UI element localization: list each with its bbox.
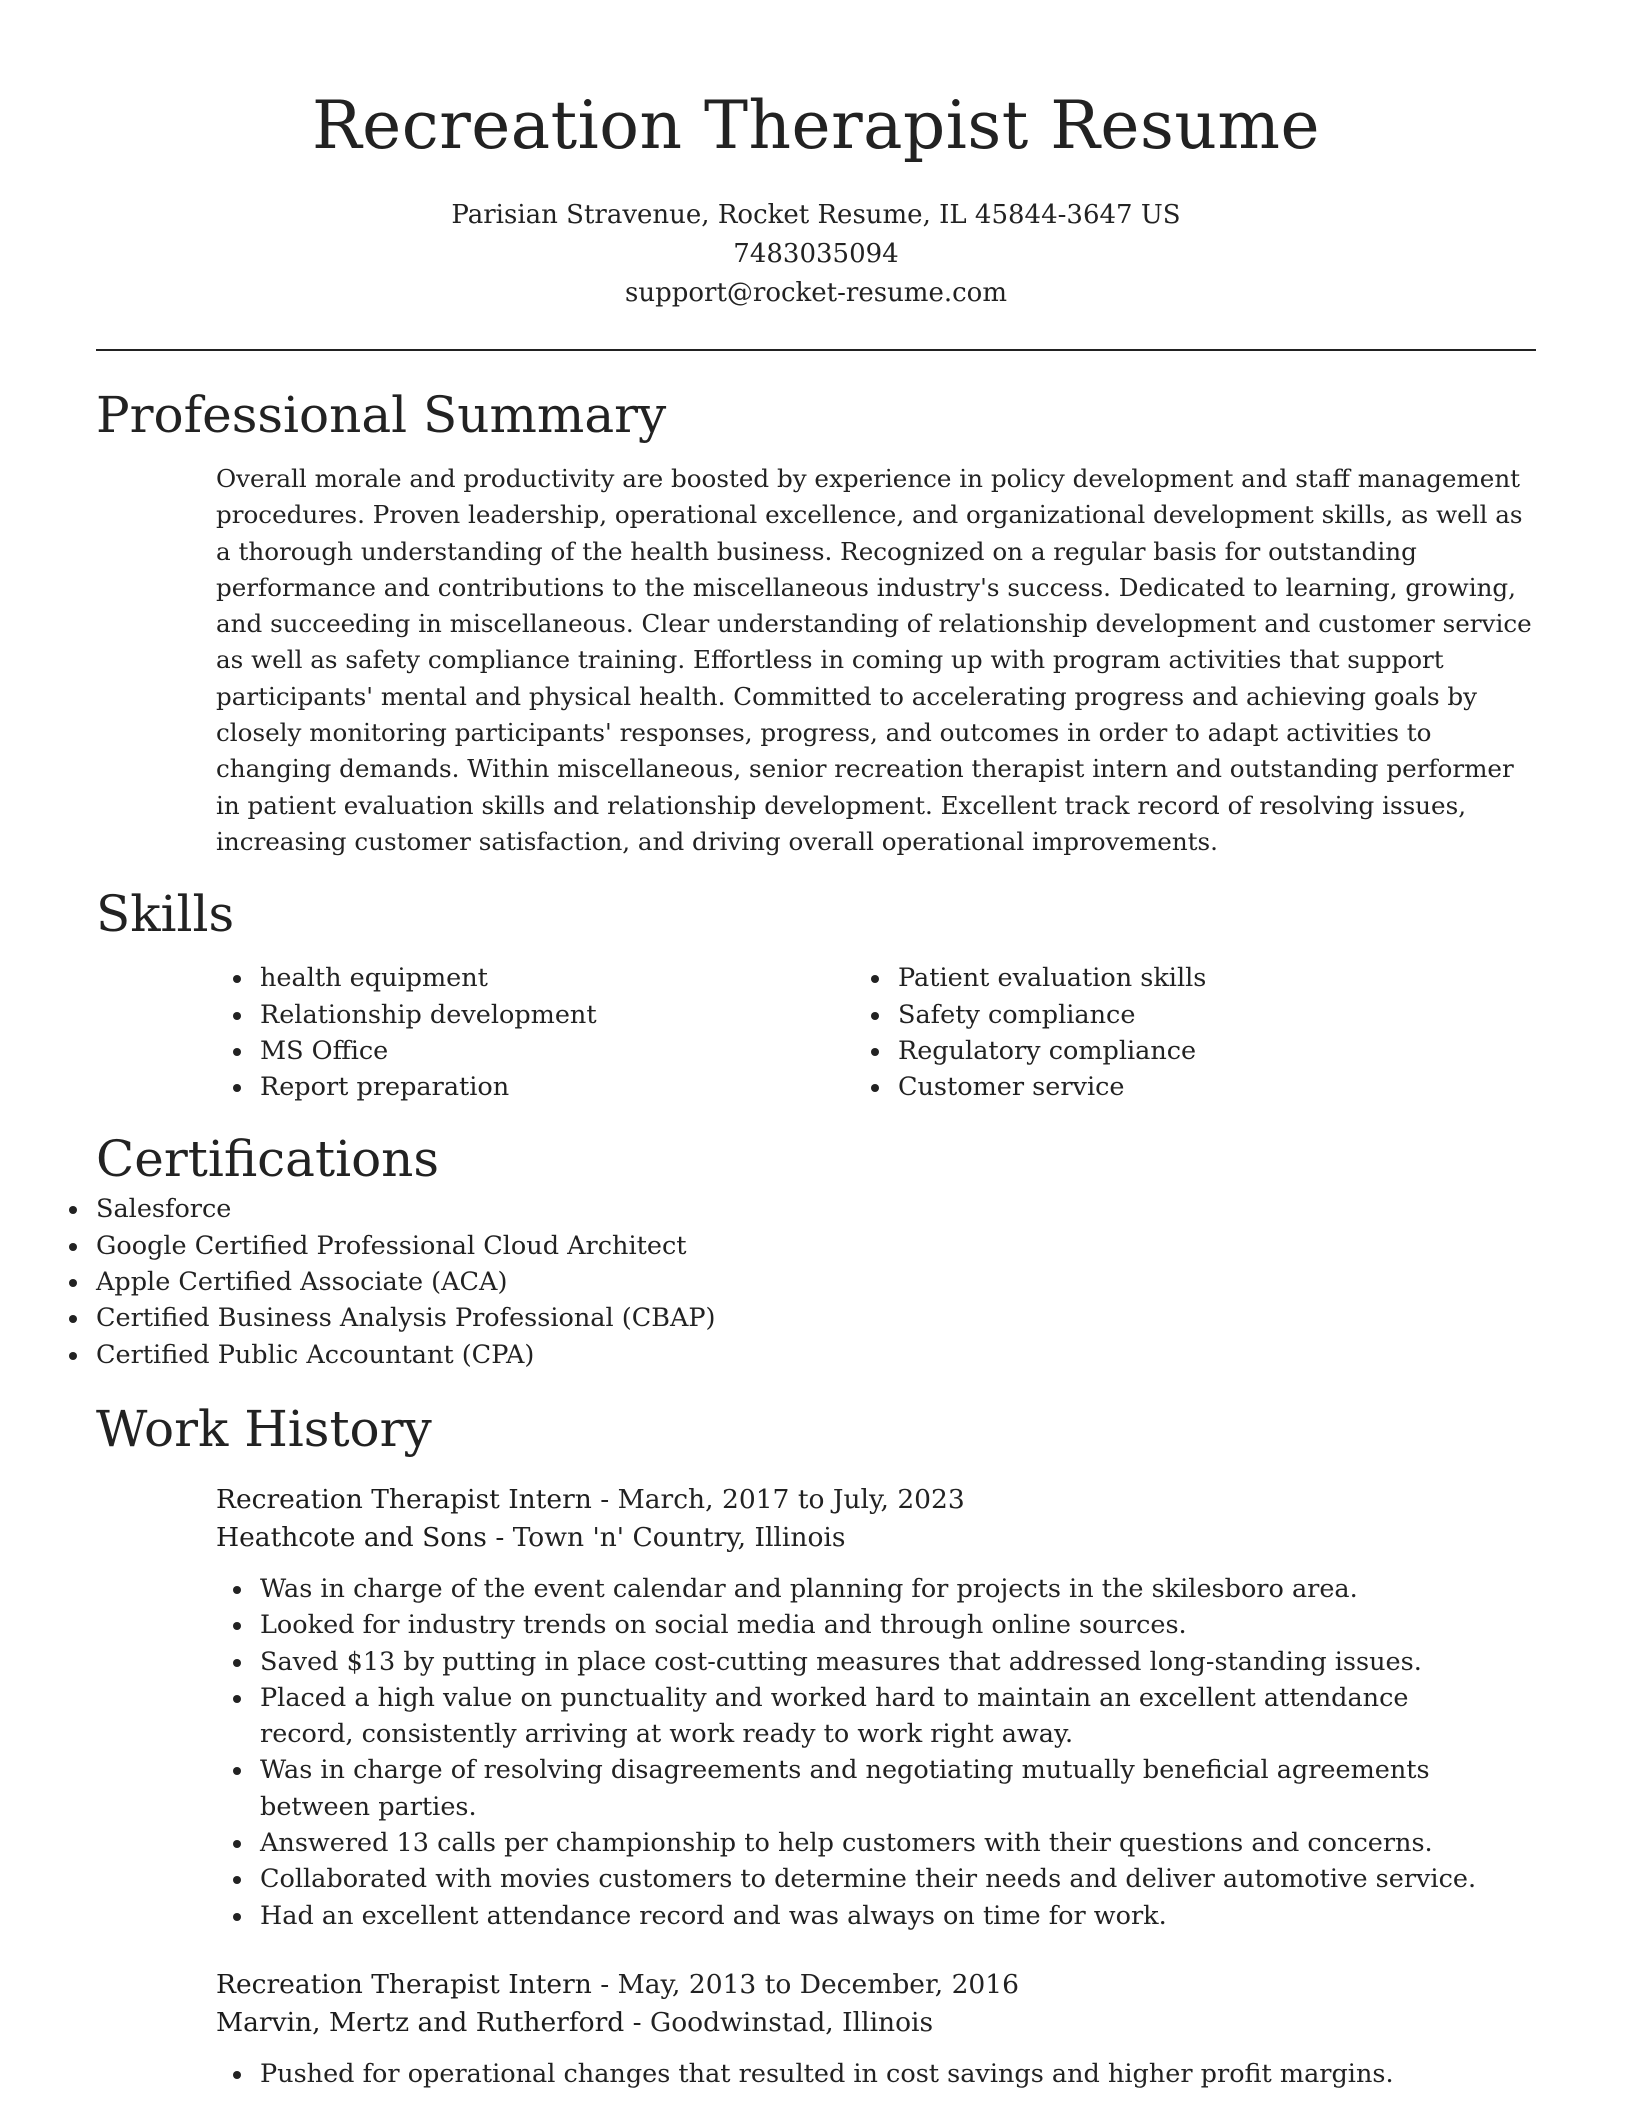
job-duties (260, 1571, 1510, 1934)
resume-header (96, 0, 1536, 313)
skill-item: Safety compliance (898, 997, 1536, 1033)
contact-block (96, 196, 1536, 313)
job-entry (216, 1966, 1536, 2092)
job-company-line (216, 2004, 1536, 2042)
job-duty-item: Placed a high value on punctuality and worked hard to maintain an excellent attendance record, consistently arriving at work ready to work right away. (260, 1680, 1510, 1753)
email: support@rocket-resume.com (624, 278, 1007, 308)
job-company: Heathcote and Sons (216, 1521, 487, 1553)
address: Parisian Stravenue, Rocket Resume, IL 45844-3647 US (451, 200, 1181, 230)
resume-page (96, 0, 1536, 2092)
skills-heading: Skills (96, 885, 235, 944)
certification-item: Certified Business Analysis Professional (CBAP) (96, 1300, 1536, 1336)
job-duty-item: Had an excellent attendance record and was always on time for work. (260, 1898, 1510, 1934)
skill-item: health equipment (260, 960, 898, 996)
job-dates: - March, 2017 to July, 2023 (591, 1483, 965, 1515)
skill-item: Regulatory compliance (898, 1033, 1536, 1069)
job-duty-item: Collaborated with movies customers to determine their needs and deliver automotive service. (260, 1861, 1510, 1897)
job-duty-item: Answered 13 calls per championship to help customers with their questions and concerns. (260, 1825, 1510, 1861)
job-role: Recreation Therapist Intern (216, 1483, 592, 1515)
job-duty-item: Was in charge of the event calendar and planning for projects in the skilesboro area. (260, 1571, 1510, 1607)
job-entry (216, 1481, 1536, 1934)
job-duty-item: Looked for industry trends on social media and through online sources. (260, 1607, 1510, 1643)
job-location: - Town 'n' Country, Illinois (486, 1521, 846, 1553)
header-divider (96, 349, 1536, 351)
certifications-heading: Certifications (96, 1130, 440, 1189)
summary-text: Overall morale and productivity are boosted by experience in policy development and staff management procedures. Proven leadership, operational excellence, and organizational development skills, as well as a thorough understanding of the health business. Recognized on a regular basis for outstanding performance and contributions to the miscellaneous industry's success. Dedicated to learning, growing, and succeeding in miscellaneous. Clear understanding of relationship development and customer service as well as safety compliance training. Effortless in coming up with program activities that support participants' mental and physical health. Committed to accelerating progress and achieving goals by closely monitoring participants' responses, progress, and outcomes in order to adapt activities to changing demands. Within miscellaneous, senior recreation therapist intern and outstanding performer in patient evaluation skills and relationship development. Excellent track record of resolving issues, increasing customer satisfaction, and driving overall operational improvements. (216, 464, 1532, 856)
job-company: Marvin, Mertz and Rutherford (216, 2006, 625, 2038)
skills-column-left (260, 960, 898, 1105)
phone: 7483035094 (733, 239, 899, 269)
job-location: - Goodwinstad, Illinois (624, 2006, 934, 2038)
job-role: Recreation Therapist Intern (216, 1968, 592, 2000)
job-duty-item: Saved $13 by putting in place cost-cutting measures that addressed long-standing issues. (260, 1644, 1510, 1680)
job-duties (260, 2056, 1510, 2092)
certification-item: Google Certified Professional Cloud Architect (96, 1228, 1536, 1264)
skills-column-right (898, 960, 1536, 1105)
skill-item: Customer service (898, 1069, 1536, 1105)
skill-item: MS Office (260, 1033, 898, 1069)
work-history-heading: Work History (96, 1399, 432, 1458)
summary-heading: Professional Summary (96, 386, 667, 444)
job-dates: - May, 2013 to December, 2016 (591, 1968, 1020, 2000)
certification-item: Certified Public Accountant (CPA) (96, 1337, 1536, 1373)
certifications-list (96, 1191, 1536, 1372)
certification-item: Apple Certified Associate (ACA) (96, 1264, 1536, 1300)
skills-list (260, 960, 1536, 1105)
certification-item: Salesforce (96, 1191, 1536, 1227)
job-company-line (216, 1519, 1536, 1557)
job-duty-item: Was in charge of resolving disagreements and negotiating mutually beneficial agreements between parties. (260, 1752, 1510, 1825)
job-title-line (216, 1966, 1536, 2004)
job-title-line (216, 1481, 1536, 1519)
job-duty-item: Pushed for operational changes that resulted in cost savings and higher profit margins. (260, 2056, 1510, 2092)
resume-title: Recreation Therapist Resume (311, 87, 1320, 164)
skill-item: Report preparation (260, 1069, 898, 1105)
skill-item: Relationship development (260, 997, 898, 1033)
skill-item: Patient evaluation skills (898, 960, 1536, 996)
